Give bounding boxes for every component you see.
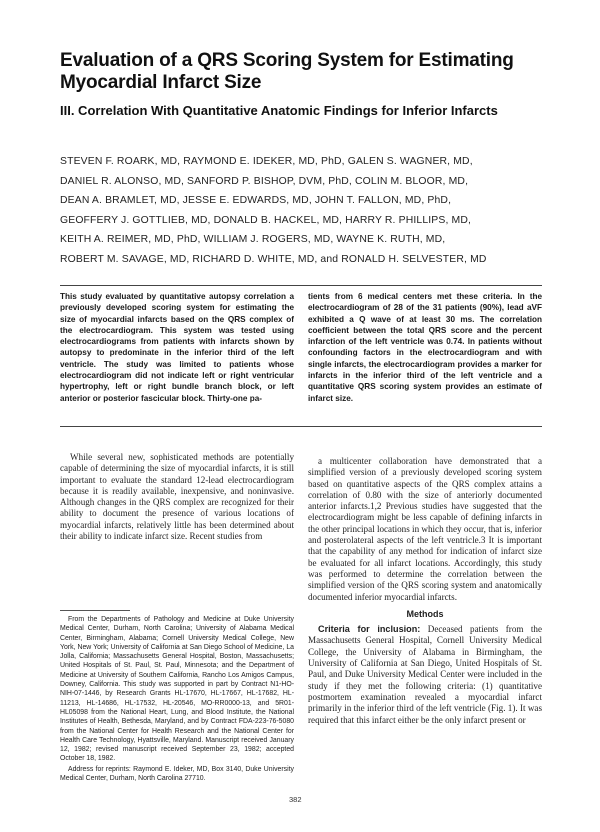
footnote bbox=[60, 615, 294, 783]
abstract-bottom-rule bbox=[60, 426, 542, 427]
footnote-rule bbox=[60, 610, 130, 611]
footnote-reprints: Address for reprints: Raymond E. Ideker, MD, Box 3140, Duke University Medical Center, Durham, North Carolina 27710. bbox=[60, 765, 294, 783]
criteria-text: Deceased patients from the Massachusetts General Hospital, Cornell University Medical College, the University of Alabama in Birmingham, the University of California at San Diego, United Hospitals of St. Paul, and Duke University Medical Center were included in the study if they met the following criteria: (1) quantitative postmortem examination revealed a myocardial infarct primarily in the inferior third of the left ventricle (Fig. 1). It was required that this infarct either be the only infarct present or bbox=[308, 624, 542, 725]
intro-paragraph: While several new, sophisticated methods are potentially capable of determining the size of myocardial infarcts, it is still important to evaluate the standard 12-lead electrocardiogram because it is readily available, inexpensive, and noninvasive. Although changes in the QRS complex are recognized for their ability to document the presence of various locations of myocardial infarcts, relatively little has been determined about their ability to indicate infarct size. Recent studies from bbox=[60, 452, 294, 542]
page-number: 382 bbox=[289, 795, 302, 804]
author-line: DANIEL R. ALONSO, MD, SANFORD P. BISHOP, DVM, PhD, COLIN M. BLOOR, MD, bbox=[60, 175, 469, 187]
criteria-runin: Criteria for inclusion: bbox=[318, 624, 421, 635]
abstract-top-rule bbox=[60, 285, 542, 286]
methods-heading: Methods bbox=[406, 608, 444, 619]
author-line: GEOFFERY J. GOTTLIEB, MD, DONALD B. HACKEL, MD, HARRY R. PHILLIPS, MD, bbox=[60, 214, 472, 226]
article-subtitle: III. Correlation With Quantitative Anatomic Findings for Inferior Infarcts bbox=[60, 103, 498, 118]
footnote-affiliation: From the Departments of Pathology and Medicine at Duke University Medical Center, Durham, North Carolina; University of Alabama Medical Center, Birmingham, Alabama; Cornell University Medical College, New York, New York; University of California at San Diego School of Medicine, La Jolla, California; Massachusetts General Hospital, Boston, Massachusetts; United Hospitals of St. Paul, St. Paul, Minnesota; and the Department of Medicine at University of Southern California, Rancho Los Amigos Campus, Downey, California. This study was supported in part by Contract N1-HO-NIH-07-1446, by Research Grants HL-17670, HL-17667, HL-17682, HL-11213, HL-14686, HL-17532, HL-20546, MO-RR0000-13, and 5R01-HL05098 from the National Heart, Lung, and Blood Institute, the National Institutes of Health, Bethesda, Maryland, and by Contract FDA-223-76-5080 from the National Center for Health Research and the National Center for Health Care Technology, Hyattsville, Maryland. Manuscript received January 12, 1982; revised manuscript received September 23, 1982; accepted October 18, 1982. bbox=[60, 616, 294, 763]
author-list bbox=[60, 152, 560, 270]
author-line: KEITH A. REIMER, MD, PhD, WILLIAM J. ROGERS, MD, WAYNE K. RUTH, MD, bbox=[60, 234, 446, 246]
criteria-paragraph bbox=[308, 624, 542, 726]
author-line: DEAN A. BRAMLET, MD, JESSE E. EDWARDS, MD, JOHN T. FALLON, MD, PhD, bbox=[60, 195, 452, 207]
body-left-column bbox=[60, 452, 294, 542]
author-line: STEVEN F. ROARK, MD, RAYMOND E. IDEKER, MD, PhD, GALEN S. WAGNER, MD, bbox=[60, 156, 473, 167]
abstract-left-column: This study evaluated by quantitative autopsy correlation a previously developed scoring system for estimating the size of myocardial infarcts based on the QRS complex of the electrocardiogram. This system was tested using electrocardiograms from patients with infarcts shown by autopsy to predominate in the inferior third of the left ventricle. The study was limited to patients whose electrocardiogram did not indicate left or right ventricular hypertrophy, left or right bundle branch block, or left anterior or posterior fascicular block. Thirty-one pa- bbox=[60, 292, 294, 403]
body-right-column bbox=[308, 456, 542, 726]
article-title: Evaluation of a QRS Scoring System for Estimating Myocardial Infarct Size bbox=[60, 50, 514, 93]
collaboration-paragraph: a multicenter collaboration have demonstrated that a simplified version of a previously developed scoring system based on quantitative aspects of the QRS complex attains a correlation of 0.80 with the size of anteriorly documented anterior infarcts.1,2 Previous studies have suggested that the electrocardiogram might be less capable of defining infarcts in the other principal locations in which they occur, that is, inferior and posterolateral aspects of the left ventricle.3 It is important that the capability of any method for indication of infarct size be evaluated for all infarct locations. Accordingly, this study was performed to determine the correlation between the simplified version of the QRS scoring system and anatomically documented inferior myocardial infarcts. bbox=[308, 456, 542, 602]
author-line: ROBERT M. SAVAGE, MD, RICHARD D. WHITE, MD, and RONALD H. SELVESTER, MD bbox=[60, 253, 487, 265]
abstract-right-column: tients from 6 medical centers met these criteria. In the electrocardiogram of 28 of the 31 patients (90%), lead aVF exhibited a Q wave of at least 30 ms. The correlation coefficient between the total QRS score and the percent infarction of the left ventricle was 0.74. In patients without confounding factors in the electrocardiogram and with single infarcts, the electrocardiogram provides a marker for infarcts in the inferior third of the left ventricle and a quantitative QRS scoring system provides an estimate of infarct size. bbox=[308, 292, 542, 403]
